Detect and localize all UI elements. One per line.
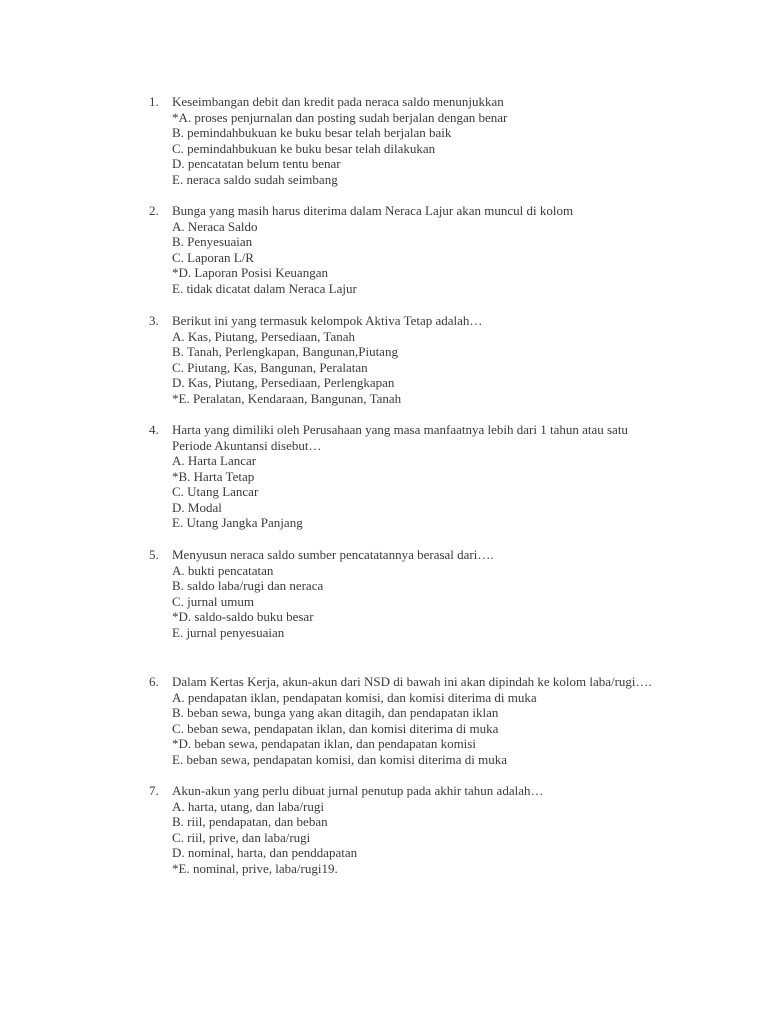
question-number: 5.	[149, 547, 159, 562]
option-a: A. harta, utang, dan laba/rugi	[172, 798, 324, 814]
option-d: D. nominal, harta, dan penddapatan	[172, 845, 358, 860]
option-a: A. Neraca Saldo	[172, 218, 258, 234]
option-e: E. Utang Jangka Panjang	[172, 515, 303, 530]
option-b: B. Penyesuaian	[172, 234, 253, 249]
option-e: E. jurnal penyesuaian	[172, 624, 285, 640]
option-b: B. pemindahbukuan ke buku besar telah berjalan baik	[172, 125, 452, 140]
question-stem-line	[0, 313, 768, 329]
option-a: A. Kas, Piutang, Persediaan, Tanah	[172, 328, 355, 344]
question-stem-line	[0, 422, 768, 438]
question-2	[0, 203, 768, 296]
question-text: Akun-akun yang perlu dibuat jurnal penutup pada akhir tahun adalah…	[172, 783, 544, 798]
option-a: A. bukti pencatatan	[172, 562, 274, 578]
option-e: *E. nominal, prive, laba/rugi19.	[172, 860, 338, 876]
option-b: *B. Harta Tetap	[172, 468, 255, 484]
option-c: C. jurnal umum	[172, 593, 254, 609]
option-b: B. beban sewa, bunga yang akan ditagih, dan pendapatan iklan	[172, 705, 499, 720]
option-d: *D. saldo-saldo buku besar	[172, 609, 314, 624]
option-c: C. pemindahbukuan ke buku besar telah dilakukan	[172, 140, 436, 156]
question-stem-line	[0, 783, 768, 799]
option-c: C. beban sewa, pendapatan iklan, dan komisi diterima di muka	[172, 720, 499, 736]
option-e: *E. Peralatan, Kendaraan, Bangunan, Tanah	[172, 390, 402, 406]
question-number: 4.	[149, 422, 159, 437]
question-text: Dalam Kertas Kerja, akun-akun dari NSD di bawah ini akan dipindah ke kolom laba/rugi….	[172, 674, 652, 689]
question-text: Bunga yang masih harus diterima dalam Neraca Lajur akan muncul di kolom	[172, 203, 574, 218]
question-7	[0, 783, 768, 876]
option-e: E. tidak dicatat dalam Neraca Lajur	[172, 280, 357, 296]
option-d: D. pencatatan belum tentu benar	[172, 156, 341, 171]
question-6	[0, 674, 768, 767]
question-stem-line	[0, 203, 768, 219]
option-c: C. Laporan L/R	[172, 249, 254, 265]
question-text: Menyusun neraca saldo sumber pencatatannya berasal dari….	[172, 547, 494, 562]
option-b: B. Tanah, Perlengkapan, Bangunan,Piutang	[172, 344, 398, 359]
question-number: 7.	[149, 783, 159, 798]
question-text: Keseimbangan debit dan kredit pada neraca saldo menunjukkan	[172, 94, 504, 109]
option-d: *D. Laporan Posisi Keuangan	[172, 265, 328, 280]
option-b: B. riil, pendapatan, dan beban	[172, 814, 328, 829]
question-text: Berikut ini yang termasuk kelompok Aktiva Tetap adalah…	[172, 313, 483, 328]
option-c: C. Utang Lancar	[172, 484, 259, 499]
option-c: C. Piutang, Kas, Bangunan, Peralatan	[172, 359, 368, 375]
option-d: *D. beban sewa, pendapatan iklan, dan pendapatan komisi	[172, 736, 476, 751]
option-b: B. saldo laba/rugi dan neraca	[172, 578, 324, 593]
option-d: D. Kas, Piutang, Persediaan, Perlengkapan	[172, 375, 395, 390]
option-a: A. Harta Lancar	[172, 453, 257, 468]
question-number: 6.	[149, 674, 159, 689]
question-1	[0, 94, 768, 187]
question-stem-line	[0, 674, 768, 690]
question-stem-line	[0, 438, 768, 454]
question-4	[0, 422, 768, 531]
question-text: Harta yang dimiliki oleh Perusahaan yang masa manfaatnya lebih dari 1 tahun atau satu	[172, 422, 628, 437]
option-e: E. neraca saldo sudah seimbang	[172, 171, 338, 187]
option-a: *A. proses penjurnalan dan posting sudah berjalan dengan benar	[172, 109, 508, 125]
option-c: C. riil, prive, dan laba/rugi	[172, 829, 311, 845]
question-text-continued: Periode Akuntansi disebut…	[172, 437, 322, 453]
question-3	[0, 313, 768, 406]
option-e: E. beban sewa, pendapatan komisi, dan komisi diterima di muka	[172, 751, 508, 767]
question-number: 2.	[149, 203, 159, 218]
option-a: A. pendapatan iklan, pendapatan komisi, dan komisi diterima di muka	[172, 689, 537, 705]
question-stem-line	[0, 94, 768, 110]
question-5	[0, 547, 768, 640]
question-number: 3.	[149, 313, 159, 328]
option-d: D. Modal	[172, 499, 222, 515]
question-number: 1.	[149, 94, 159, 109]
question-stem-line	[0, 547, 768, 563]
